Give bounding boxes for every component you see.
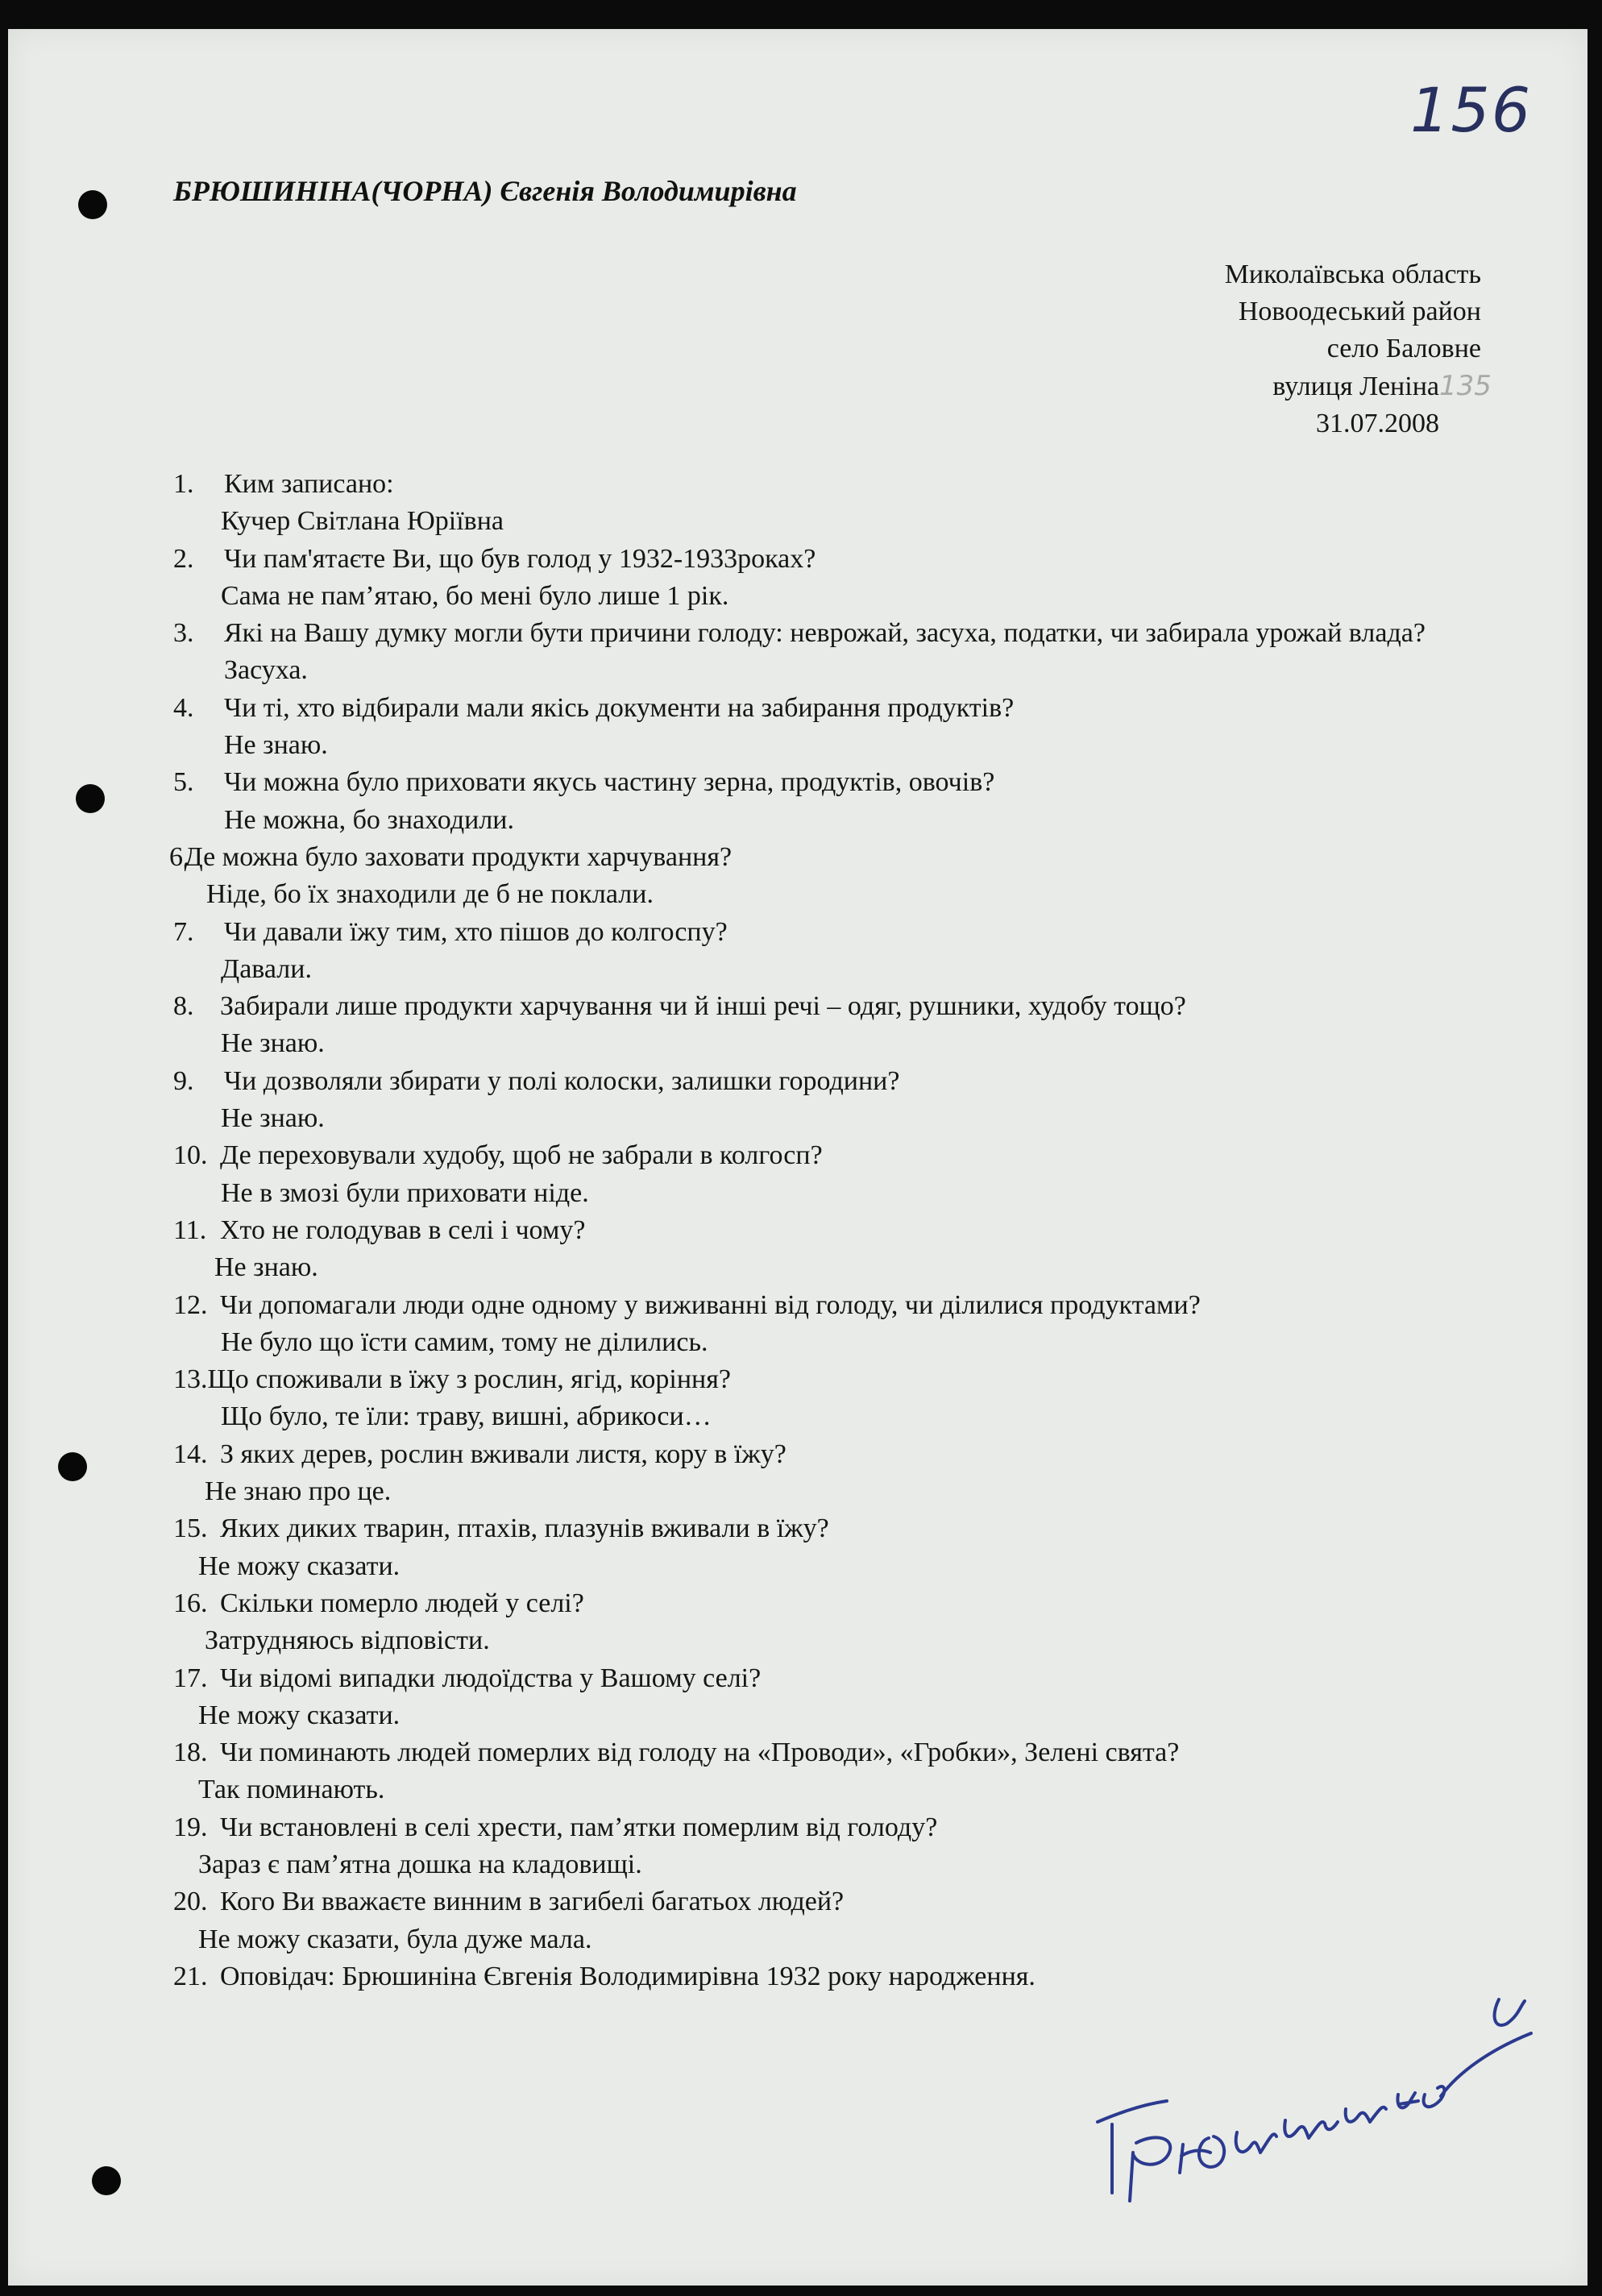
- question-14: [169, 1436, 1491, 1473]
- question-5: [169, 764, 1491, 801]
- question-text: Які на Вашу думку могли бути причини голоду: неврожай, засуха, податки, чи забирала урожай влада?: [224, 618, 1426, 649]
- question-text: Яких диких тварин, птахів, плазунів вживали в їжу?: [220, 1513, 829, 1544]
- question-text: Чи поминають людей померлих від голоду на «Проводи», «Гробки», Зелені свята?: [220, 1738, 1180, 1768]
- address-block: [1224, 256, 1492, 442]
- question-3: [169, 615, 1491, 652]
- question-text: Чи відомі випадки людоїдства у Вашому селі?: [220, 1663, 762, 1693]
- question-text: Скільки померло людей у селі?: [220, 1588, 584, 1618]
- answer-19: Зараз є пам’ятна дошка на кладовищі.: [198, 1849, 642, 1879]
- interview-date: 31.07.2008: [1316, 409, 1439, 438]
- address-house-number: 135: [1439, 370, 1492, 402]
- question-number: 15.: [173, 1513, 208, 1544]
- question-text: Забирали лише продукти харчування чи й інші речі – одяг, рушники, худобу тощо?: [220, 991, 1186, 1022]
- answer-20: Не можу сказати, була дуже мала.: [198, 1924, 592, 1954]
- answer-17: Не можу сказати.: [198, 1700, 400, 1730]
- punch-hole: [78, 190, 107, 219]
- question-text: Де можна було заховати продукти харчування?: [184, 841, 733, 872]
- question-text: Чи пам'ятаєте Ви, що був голод у 1932-1933роках?: [224, 543, 816, 574]
- question-number: 9.: [173, 1065, 194, 1096]
- question-number: 13.: [173, 1364, 208, 1395]
- address-district: Новоодеський район: [1238, 297, 1481, 326]
- question-text: Кого Ви вважаєте винним в загибелі багатьох людей?: [220, 1887, 845, 1917]
- question-text: Де переховували худобу, щоб не забрали в колгосп?: [220, 1140, 823, 1171]
- question-11: [169, 1212, 1491, 1249]
- question-number: 4.: [173, 692, 194, 723]
- question-number: 3.: [173, 618, 194, 649]
- answer-4: Не знаю.: [224, 730, 328, 761]
- answer-3: Засуха.: [224, 655, 308, 686]
- punch-hole: [58, 1452, 87, 1481]
- question-number: 1.: [173, 469, 194, 499]
- question-number: 11.: [173, 1214, 207, 1245]
- question-18: [169, 1734, 1491, 1771]
- question-7: [169, 914, 1491, 951]
- document-page: [8, 29, 1587, 2286]
- answer-7: Давали.: [221, 953, 312, 984]
- question-2: [169, 541, 1491, 578]
- question-9: [169, 1063, 1491, 1100]
- question-text: Оповідач: Брюшиніна Євгенія Володимирівна 1932 року народження.: [220, 1961, 1035, 1991]
- question-16: [169, 1585, 1491, 1622]
- question-19: [169, 1809, 1491, 1846]
- question-number: 2.: [173, 543, 194, 574]
- page-number: 156: [1410, 74, 1533, 146]
- question-text: Чи допомагали люди одне одному у виживанні від голоду, чи ділилися продуктами?: [220, 1289, 1201, 1320]
- answer-12: Не було що їсти самим, тому не ділились.: [221, 1327, 708, 1357]
- question-6: [169, 839, 1491, 876]
- question-text: Чи ті, хто відбирали мали якісь документи на забирання продуктів?: [224, 692, 1015, 723]
- punch-hole: [76, 784, 105, 813]
- handwritten-signature: [1080, 1951, 1563, 2209]
- question-number: 10.: [173, 1140, 208, 1171]
- questionnaire: [169, 466, 1491, 1995]
- answer-11: Не знаю.: [214, 1252, 318, 1283]
- question-number: 12.: [173, 1289, 208, 1320]
- question-1: [169, 466, 1491, 503]
- question-number: 16.: [173, 1588, 208, 1618]
- answer-5: Не можна, бо знаходили.: [224, 804, 514, 835]
- question-number: 18.: [173, 1738, 208, 1768]
- answer-13: Що було, те їли: траву, вишні, абрикоси…: [221, 1401, 712, 1432]
- question-number: 6.: [169, 841, 190, 872]
- question-text: Чи давали їжу тим, хто пішов до колгоспу?: [224, 916, 728, 947]
- document-title: БРЮШИНІНА(ЧОРНА) Євгенія Володимирівна: [173, 175, 797, 207]
- question-number: 17.: [173, 1663, 208, 1693]
- question-text: Чи встановлені в селі хрести, пам’ятки померлим від голоду?: [220, 1812, 938, 1842]
- question-15: [169, 1510, 1491, 1547]
- question-text: З яких дерев, рослин вживали листя, кору в їжу?: [220, 1439, 786, 1469]
- question-number: 14.: [173, 1439, 208, 1469]
- question-number: 20.: [173, 1887, 208, 1917]
- question-text: Чи можна було приховати якусь частину зерна, продуктів, овочів?: [224, 767, 995, 798]
- answer-14: Не знаю про це.: [205, 1476, 392, 1507]
- question-20: [169, 1883, 1491, 1920]
- address-street-line: [1225, 367, 1492, 405]
- question-12: [169, 1287, 1491, 1324]
- question-number: 5.: [173, 767, 194, 798]
- answer-15: Не можу сказати.: [198, 1551, 400, 1581]
- question-10: [169, 1137, 1491, 1174]
- answer-16: Затрудняюсь відповісти.: [205, 1625, 490, 1656]
- address-street: вулиця Леніна: [1272, 372, 1439, 401]
- question-number: 21.: [173, 1961, 208, 1991]
- answer-1: Кучер Світлана Юріївна: [221, 506, 504, 537]
- question-17: [169, 1660, 1491, 1697]
- answer-2: Сама не пам’ятаю, бо мені було лише 1 рік.: [221, 580, 729, 611]
- question-8: [169, 988, 1491, 1025]
- address-village: село Баловне: [1326, 334, 1481, 363]
- question-text: Хто не голодував в селі і чому?: [220, 1214, 586, 1245]
- answer-8: Не знаю.: [221, 1028, 325, 1059]
- question-text: Ким записано:: [224, 469, 394, 499]
- question-number: 8.: [173, 991, 194, 1022]
- question-number: 7.: [173, 916, 194, 947]
- question-text: Що споживали в їжу з рослин, ягід, коріння?: [207, 1364, 731, 1395]
- question-number: 19.: [173, 1812, 208, 1842]
- answer-9: Не знаю.: [221, 1103, 325, 1134]
- question-text: Чи дозволяли збирати у полі колоски, залишки городини?: [224, 1065, 900, 1096]
- address-region: Миколаївська область: [1224, 259, 1481, 289]
- question-4: [169, 690, 1491, 727]
- question-13: [169, 1361, 1491, 1398]
- answer-10: Не в змозі були приховати ніде.: [221, 1177, 589, 1208]
- punch-hole: [92, 2166, 121, 2195]
- answer-6: Ніде, бо їх знаходили де б не поклали.: [206, 879, 654, 910]
- answer-18: Так поминають.: [198, 1775, 385, 1805]
